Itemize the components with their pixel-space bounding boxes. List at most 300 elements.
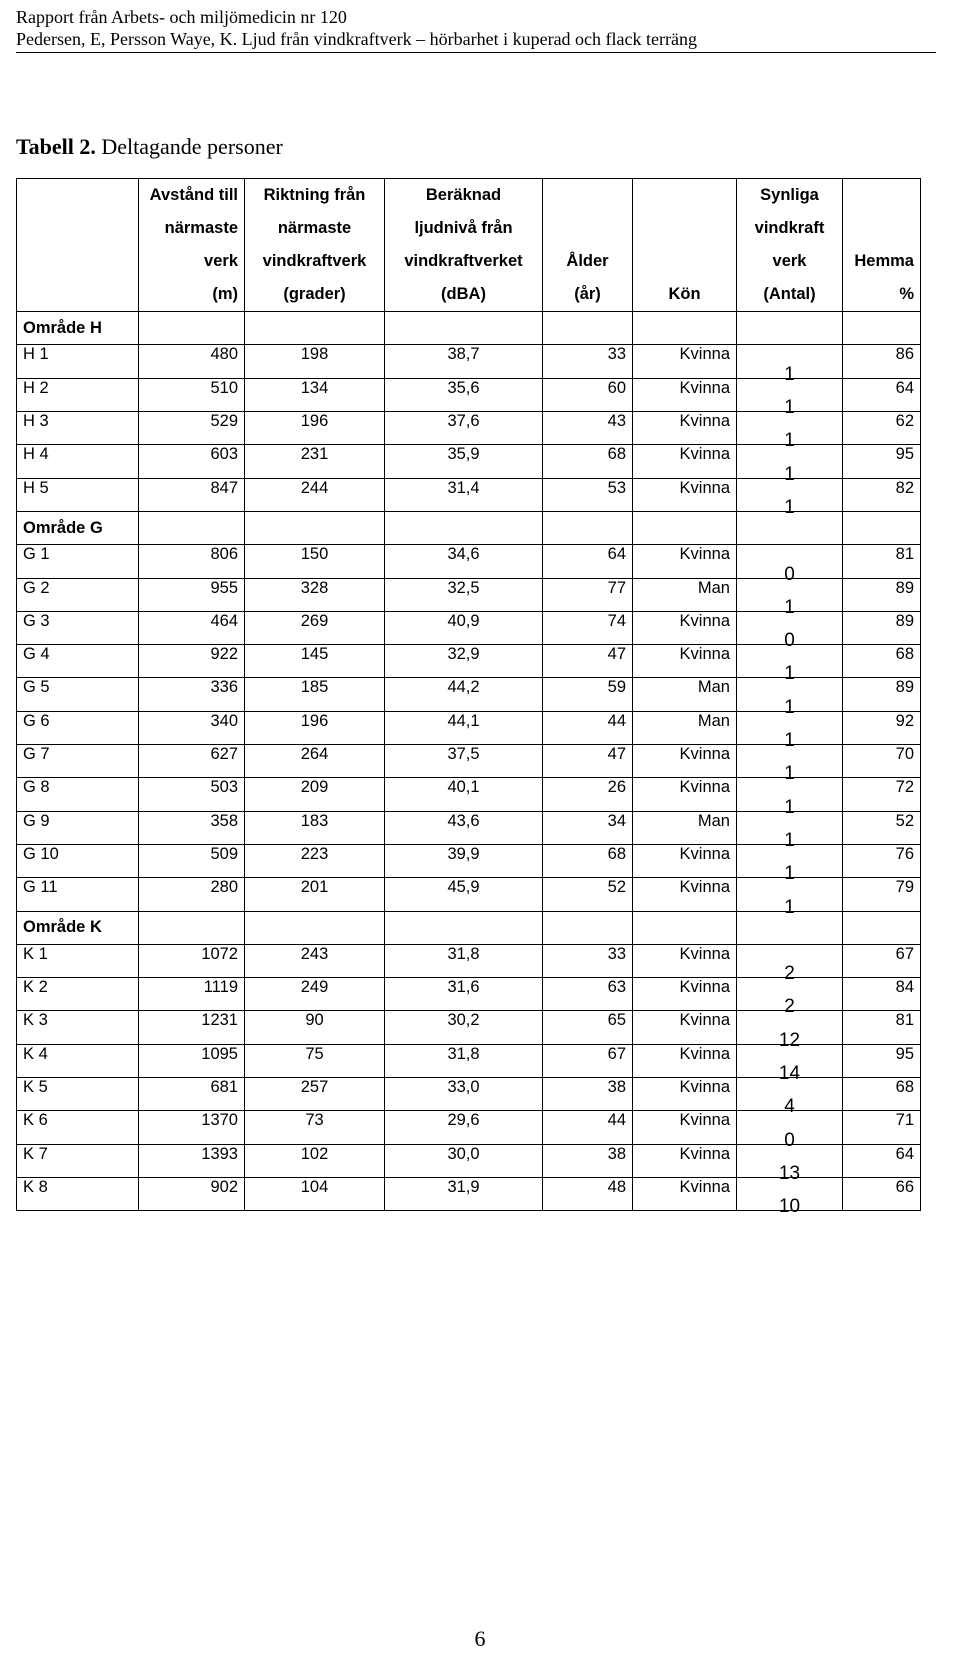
table-cell: Kvinna <box>633 844 737 877</box>
table-cell: 47 <box>543 745 633 778</box>
table-row <box>17 578 921 611</box>
table-cell: 64 <box>543 545 633 578</box>
table-row <box>17 978 921 1011</box>
visible-turbines-value: 1 <box>784 730 795 752</box>
table-cell: Kvinna <box>633 345 737 378</box>
visible-turbines-value: 13 <box>778 1162 801 1184</box>
table-cell <box>737 545 843 585</box>
table-cell <box>737 445 843 485</box>
table-cell: Man <box>633 811 737 844</box>
table-cell: 1095 <box>139 1044 245 1077</box>
table-cell: 68 <box>543 445 633 478</box>
table-cell: 185 <box>245 678 385 711</box>
table-cell <box>737 811 843 851</box>
table-cell: 89 <box>843 578 921 611</box>
table-cell: 209 <box>245 778 385 811</box>
table-row <box>17 678 921 711</box>
table-cell <box>737 478 843 518</box>
column-header-line: närmaste <box>245 212 385 245</box>
table-cell: 81 <box>843 1011 921 1044</box>
table-cell: Kvinna <box>633 778 737 811</box>
table-cell: 29,6 <box>385 1111 543 1144</box>
visible-turbines-value: 0 <box>784 630 795 652</box>
table-cell: 92 <box>843 711 921 744</box>
table-cell: 336 <box>139 678 245 711</box>
table-cell <box>737 378 843 419</box>
running-header <box>16 6 936 53</box>
column-header-line <box>633 179 737 212</box>
table-cell: Kvinna <box>633 878 737 911</box>
table-cell: 269 <box>245 611 385 644</box>
section-title: Område K <box>17 911 139 944</box>
table-cell: H 1 <box>17 345 139 378</box>
table-cell: 70 <box>843 745 921 778</box>
table-cell: 509 <box>139 844 245 877</box>
table-row <box>17 1144 921 1177</box>
column-header-line: (m) <box>139 278 245 311</box>
table-cell: 89 <box>843 678 921 711</box>
table-cell <box>737 1078 843 1118</box>
table-caption-text: Deltagande personer <box>95 134 283 159</box>
table-cell: 358 <box>139 811 245 844</box>
table-cell: Kvinna <box>633 1111 737 1144</box>
column-header-line <box>843 179 921 212</box>
table-cell <box>737 978 843 1018</box>
header-row <box>17 179 921 212</box>
table-cell: G 4 <box>17 645 139 678</box>
table-cell: G 1 <box>17 545 139 578</box>
empty-cell <box>385 312 543 345</box>
table-cell: K 8 <box>17 1177 139 1210</box>
table-cell <box>737 1177 843 1218</box>
table-cell: 33 <box>543 944 633 977</box>
table-cell <box>737 412 843 452</box>
column-header-line <box>843 212 921 245</box>
table-cell: 280 <box>139 878 245 911</box>
visible-turbines-value: 1 <box>784 496 795 518</box>
table-row <box>17 1011 921 1044</box>
table-cell: 31,4 <box>385 478 543 511</box>
table-cell: 922 <box>139 645 245 678</box>
table-cell <box>737 1144 843 1184</box>
table-caption-label: Tabell 2. <box>16 134 96 159</box>
table-cell <box>737 844 843 885</box>
table-cell: 43 <box>543 412 633 445</box>
table-cell <box>737 745 843 785</box>
column-header-line: vindkraftverket <box>385 245 543 278</box>
table-cell: Kvinna <box>633 1144 737 1177</box>
visible-turbines-value: 12 <box>778 1029 801 1051</box>
table-cell: 89 <box>843 611 921 644</box>
table-row <box>17 811 921 844</box>
visible-turbines-value: 1 <box>784 596 795 618</box>
empty-cell <box>543 911 633 944</box>
table-cell: 67 <box>843 944 921 977</box>
table-cell: 806 <box>139 545 245 578</box>
column-header-line: Synliga <box>737 179 843 212</box>
table-cell: 31,6 <box>385 978 543 1011</box>
table-cell: 79 <box>843 878 921 911</box>
table-cell <box>737 345 843 385</box>
column-header-line <box>17 212 139 245</box>
table-cell: K 7 <box>17 1144 139 1177</box>
table-cell: G 9 <box>17 811 139 844</box>
empty-cell <box>843 312 921 345</box>
table-cell: G 2 <box>17 578 139 611</box>
table-cell: 1072 <box>139 944 245 977</box>
table-cell: K 1 <box>17 944 139 977</box>
column-header-line <box>17 245 139 278</box>
table-cell: 503 <box>139 778 245 811</box>
table-cell: 33 <box>543 345 633 378</box>
visible-turbines-value: 1 <box>784 696 795 718</box>
table-cell <box>737 578 843 618</box>
table-cell: 45,9 <box>385 878 543 911</box>
table-cell: 95 <box>843 445 921 478</box>
column-header-line: Beräknad <box>385 179 543 212</box>
table-cell: 59 <box>543 678 633 711</box>
header-row <box>17 245 921 278</box>
table-cell: K 5 <box>17 1078 139 1111</box>
visible-turbines-value: 1 <box>784 863 795 885</box>
table-cell: 464 <box>139 611 245 644</box>
table-cell <box>737 1011 843 1051</box>
table-cell: K 3 <box>17 1011 139 1044</box>
empty-cell <box>843 511 921 544</box>
table-cell: G 6 <box>17 711 139 744</box>
table-cell <box>737 611 843 652</box>
table-row <box>17 878 921 911</box>
table-cell: 340 <box>139 711 245 744</box>
table-cell: 48 <box>543 1177 633 1210</box>
table-caption <box>16 134 283 160</box>
table-cell: 196 <box>245 412 385 445</box>
table-header <box>17 179 921 312</box>
table-row <box>17 412 921 445</box>
table-cell: G 8 <box>17 778 139 811</box>
table-cell: 86 <box>843 345 921 378</box>
table-cell: Man <box>633 678 737 711</box>
section-row <box>17 312 921 345</box>
column-header-line: Riktning från <box>245 179 385 212</box>
column-header-line: (grader) <box>245 278 385 311</box>
table-cell: 74 <box>543 611 633 644</box>
visible-turbines-value: 2 <box>784 963 795 985</box>
table-cell: 32,5 <box>385 578 543 611</box>
table-cell: 223 <box>245 844 385 877</box>
table-cell: 44 <box>543 1111 633 1144</box>
table-cell: K 4 <box>17 1044 139 1077</box>
empty-cell <box>139 312 245 345</box>
table-cell: 37,6 <box>385 412 543 445</box>
visible-turbines-value: 2 <box>784 996 795 1018</box>
table-cell <box>737 878 843 918</box>
table-cell: 81 <box>843 545 921 578</box>
empty-cell <box>245 511 385 544</box>
table-cell: 627 <box>139 745 245 778</box>
table-cell: Man <box>633 711 737 744</box>
table-cell: 31,8 <box>385 944 543 977</box>
table-cell: 1393 <box>139 1144 245 1177</box>
column-header-line: vindkraft <box>737 212 843 245</box>
empty-cell <box>633 312 737 345</box>
table-cell: 34 <box>543 811 633 844</box>
table-cell: 328 <box>245 578 385 611</box>
table-cell: Kvinna <box>633 478 737 511</box>
table-row <box>17 478 921 511</box>
table-cell: 34,6 <box>385 545 543 578</box>
column-header-line <box>543 179 633 212</box>
table-cell: 529 <box>139 412 245 445</box>
table-cell: 90 <box>245 1011 385 1044</box>
column-header-line: (år) <box>543 278 633 311</box>
table-cell: 30,2 <box>385 1011 543 1044</box>
visible-turbines-value: 1 <box>784 430 795 452</box>
empty-cell <box>385 911 543 944</box>
table-cell: 150 <box>245 545 385 578</box>
table-body <box>17 312 921 1218</box>
table-cell: 104 <box>245 1177 385 1210</box>
table-cell <box>737 944 843 985</box>
column-header-line: Hemma <box>843 245 921 278</box>
table-cell: 44 <box>543 711 633 744</box>
column-header-line: ljudnivå från <box>385 212 543 245</box>
table-cell: G 11 <box>17 878 139 911</box>
table-cell: 95 <box>843 1044 921 1077</box>
participants-table <box>16 178 921 1218</box>
table-cell: 47 <box>543 645 633 678</box>
header-row <box>17 278 921 311</box>
table-row <box>17 645 921 678</box>
column-header-line: vindkraftverk <box>245 245 385 278</box>
table-cell: 231 <box>245 445 385 478</box>
table-cell: 183 <box>245 811 385 844</box>
empty-cell <box>543 312 633 345</box>
table-cell: 249 <box>245 978 385 1011</box>
table-cell: 102 <box>245 1144 385 1177</box>
report-citation-line: Pedersen, E, Persson Waye, K. Ljud från vindkraftverk – hörbarhet i kuperad och flack terräng <box>16 29 697 49</box>
visible-turbines-value: 1 <box>784 796 795 818</box>
table-row <box>17 1078 921 1111</box>
section-title: Område H <box>17 312 139 345</box>
table-cell: Kvinna <box>633 1078 737 1111</box>
table-cell: Kvinna <box>633 1011 737 1044</box>
empty-cell <box>737 312 843 345</box>
table-cell: Kvinna <box>633 745 737 778</box>
visible-turbines-value: 1 <box>784 397 795 419</box>
section-title: Område G <box>17 511 139 544</box>
table-cell: 66 <box>843 1177 921 1210</box>
table-cell: 68 <box>843 645 921 678</box>
table-cell: 902 <box>139 1177 245 1210</box>
table-cell <box>737 778 843 818</box>
table-cell: 67 <box>543 1044 633 1077</box>
table-cell <box>737 1044 843 1085</box>
table-cell: 62 <box>843 412 921 445</box>
table-cell: 63 <box>543 978 633 1011</box>
table-cell: 1231 <box>139 1011 245 1044</box>
table-cell: 198 <box>245 345 385 378</box>
visible-turbines-value: 0 <box>784 563 795 585</box>
column-header-line: Kön <box>633 278 737 311</box>
table-cell: 84 <box>843 978 921 1011</box>
table-cell: 26 <box>543 778 633 811</box>
table-cell: 134 <box>245 378 385 411</box>
table-cell <box>737 678 843 718</box>
table-cell: 30,0 <box>385 1144 543 1177</box>
table-cell: H 2 <box>17 378 139 411</box>
table-cell: K 6 <box>17 1111 139 1144</box>
table-cell: 64 <box>843 378 921 411</box>
column-header-line: % <box>843 278 921 311</box>
table-row <box>17 611 921 644</box>
table-cell: G 7 <box>17 745 139 778</box>
table-cell: Kvinna <box>633 611 737 644</box>
column-header-line: (Antal) <box>737 278 843 311</box>
table-cell: 31,9 <box>385 1177 543 1210</box>
table-cell: 75 <box>245 1044 385 1077</box>
visible-turbines-value: 1 <box>784 363 795 385</box>
table-cell: Kvinna <box>633 545 737 578</box>
empty-cell <box>385 511 543 544</box>
table-cell: 73 <box>245 1111 385 1144</box>
header-rule <box>16 52 936 53</box>
table-cell: 196 <box>245 711 385 744</box>
report-series-line: Rapport från Arbets- och miljömedicin nr 120 <box>16 7 347 27</box>
table-cell: 82 <box>843 478 921 511</box>
table-cell: 71 <box>843 1111 921 1144</box>
table-cell: 257 <box>245 1078 385 1111</box>
column-header-line: Avstånd till <box>139 179 245 212</box>
table-cell: H 3 <box>17 412 139 445</box>
table-cell: 53 <box>543 478 633 511</box>
table-cell: Man <box>633 578 737 611</box>
table-cell: Kvinna <box>633 1177 737 1210</box>
table-row <box>17 445 921 478</box>
visible-turbines-value: 1 <box>784 463 795 485</box>
table-cell: 38 <box>543 1144 633 1177</box>
table-cell: G 5 <box>17 678 139 711</box>
table-row <box>17 1177 921 1210</box>
table-cell: 145 <box>245 645 385 678</box>
visible-turbines-value: 10 <box>778 1196 801 1218</box>
table-cell: 60 <box>543 378 633 411</box>
column-header-line <box>633 212 737 245</box>
empty-cell <box>633 511 737 544</box>
table-cell: 72 <box>843 778 921 811</box>
table-cell <box>737 711 843 752</box>
empty-cell <box>245 312 385 345</box>
table-row <box>17 844 921 877</box>
empty-cell <box>245 911 385 944</box>
table-cell: 68 <box>843 1078 921 1111</box>
table-cell: 847 <box>139 478 245 511</box>
empty-cell <box>633 911 737 944</box>
table-cell: 52 <box>843 811 921 844</box>
table-cell: 38,7 <box>385 345 543 378</box>
table-cell: G 10 <box>17 844 139 877</box>
table-row <box>17 711 921 744</box>
table-cell: Kvinna <box>633 1044 737 1077</box>
table-cell: 243 <box>245 944 385 977</box>
visible-turbines-value: 1 <box>784 663 795 685</box>
table-cell: 65 <box>543 1011 633 1044</box>
table-cell: 480 <box>139 345 245 378</box>
table-cell: 603 <box>139 445 245 478</box>
empty-cell <box>139 911 245 944</box>
table-cell: 40,1 <box>385 778 543 811</box>
table-cell: 44,1 <box>385 711 543 744</box>
visible-turbines-value: 1 <box>784 763 795 785</box>
table-cell: 33,0 <box>385 1078 543 1111</box>
visible-turbines-value: 1 <box>784 896 795 918</box>
table-cell <box>737 645 843 685</box>
table-cell: 37,5 <box>385 745 543 778</box>
empty-cell <box>139 511 245 544</box>
table-cell: 77 <box>543 578 633 611</box>
table-cell: 955 <box>139 578 245 611</box>
column-header-line: Ålder <box>543 245 633 278</box>
column-header-line <box>633 245 737 278</box>
table-cell: 64 <box>843 1144 921 1177</box>
table-row <box>17 378 921 411</box>
table-cell: 52 <box>543 878 633 911</box>
table-cell: Kvinna <box>633 445 737 478</box>
column-header-line: närmaste <box>139 212 245 245</box>
table-row <box>17 345 921 378</box>
table-cell: 35,9 <box>385 445 543 478</box>
visible-turbines-value: 4 <box>784 1096 795 1118</box>
table-cell: 68 <box>543 844 633 877</box>
table-cell: 1370 <box>139 1111 245 1144</box>
table-row <box>17 944 921 977</box>
column-header-line: verk <box>139 245 245 278</box>
table-cell <box>737 1111 843 1151</box>
table-cell: 31,8 <box>385 1044 543 1077</box>
table-cell: Kvinna <box>633 978 737 1011</box>
header-row <box>17 212 921 245</box>
table-cell: 39,9 <box>385 844 543 877</box>
table-cell: 510 <box>139 378 245 411</box>
table-cell: 1119 <box>139 978 245 1011</box>
table-cell: 201 <box>245 878 385 911</box>
table-row <box>17 1044 921 1077</box>
empty-cell <box>843 911 921 944</box>
table-cell: 38 <box>543 1078 633 1111</box>
table-cell: Kvinna <box>633 412 737 445</box>
table-cell: Kvinna <box>633 378 737 411</box>
table-cell: H 4 <box>17 445 139 478</box>
table-cell: 681 <box>139 1078 245 1111</box>
table-cell: K 2 <box>17 978 139 1011</box>
visible-turbines-value: 1 <box>784 829 795 851</box>
table-cell: Kvinna <box>633 645 737 678</box>
visible-turbines-value: 14 <box>778 1063 801 1085</box>
table-row <box>17 1111 921 1144</box>
column-header-line <box>17 179 139 212</box>
table-cell: H 5 <box>17 478 139 511</box>
empty-cell <box>543 511 633 544</box>
table-cell: 40,9 <box>385 611 543 644</box>
table-cell: 264 <box>245 745 385 778</box>
table-row <box>17 745 921 778</box>
table-row <box>17 778 921 811</box>
table-cell: 32,9 <box>385 645 543 678</box>
column-header-line: verk <box>737 245 843 278</box>
page-number: 6 <box>474 1626 486 1651</box>
table-cell: G 3 <box>17 611 139 644</box>
table-cell: 35,6 <box>385 378 543 411</box>
